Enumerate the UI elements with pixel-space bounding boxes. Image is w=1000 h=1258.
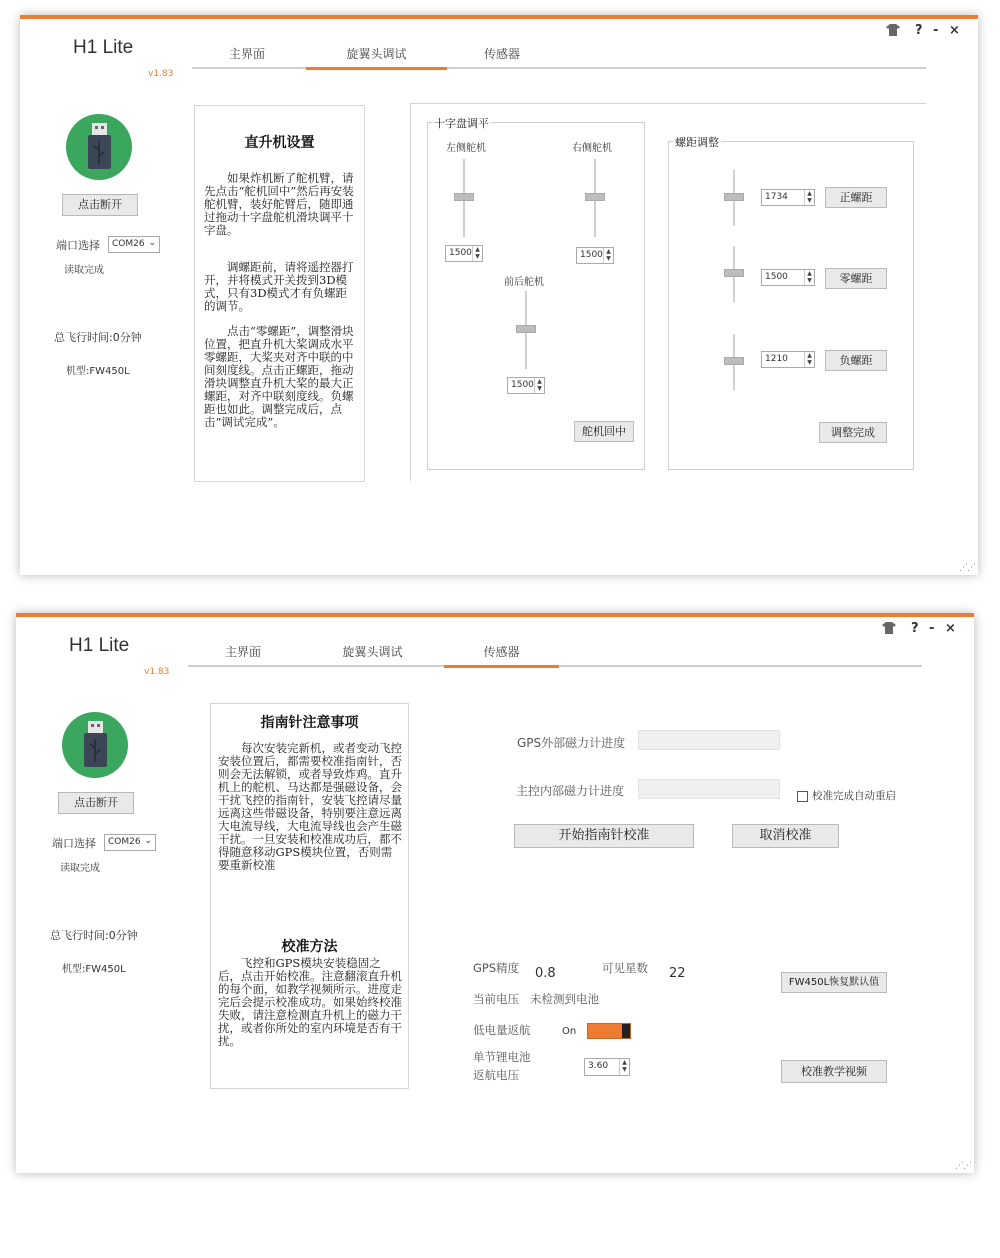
swashplate-group-title: 十字盘调平: [434, 117, 489, 130]
gps-mag-progress-bar: [638, 730, 780, 750]
rear-servo-spinbox[interactable]: [507, 377, 545, 394]
slider-thumb[interactable]: [724, 357, 744, 365]
spin-arrows-icon[interactable]: ▲ ▼: [603, 248, 613, 263]
read-status: 读取完成: [64, 265, 104, 276]
resize-grip-icon[interactable]: ⋰⋰: [955, 1161, 971, 1171]
spin-arrows-icon[interactable]: ▲ ▼: [804, 352, 814, 367]
tab-main[interactable]: 主界面: [228, 47, 265, 61]
main-mag-progress-bar: [638, 779, 780, 799]
instruction-paragraph-2: 调螺距前，请将遥控器打开，并将模式开关拨到3D模式，只有3D模式才有负螺距的调节。: [204, 260, 354, 313]
app-window-rotor-tuning: [20, 15, 978, 575]
return-voltage-spinbox[interactable]: [584, 1058, 630, 1076]
start-calibration-button[interactable]: 开始指南针校准: [514, 824, 694, 848]
rear-servo-label: 前后舵机: [504, 277, 544, 288]
resize-grip-icon[interactable]: ⋰⋰: [959, 563, 975, 573]
tab-rotor-tuning[interactable]: 旋翼头调试: [342, 645, 403, 659]
right-servo-label: 右侧舵机: [572, 143, 612, 154]
slider-thumb[interactable]: [516, 325, 536, 333]
help-button[interactable]: ?: [915, 23, 923, 38]
left-servo-value: 1500: [449, 248, 472, 258]
left-servo-spinbox[interactable]: [445, 245, 483, 262]
model-label: 机型:FW450L: [66, 366, 130, 377]
app-title: H1 Lite: [73, 37, 134, 58]
calibration-method-text: 飞控和GPS模块安装稳固之后，点击开始校准。注意翻滚直升机的每个面，如教学视频所示。进度走完后会提示校准成功。如果始终校准失败，请注意检测直升机上的磁力干扰，或者你所处的室内环境是否有干扰。: [218, 956, 402, 1048]
voltage-label: 当前电压: [473, 992, 519, 1006]
left-servo-label: 左侧舵机: [446, 143, 486, 154]
toggle-knob: [622, 1024, 630, 1038]
negative-pitch-spinbox[interactable]: [761, 351, 815, 368]
cancel-calibration-button[interactable]: 取消校准: [732, 824, 839, 848]
close-button[interactable]: ×: [949, 23, 960, 38]
gps-accuracy-value: 0.8: [535, 966, 556, 981]
chevron-down-icon: ⌄: [144, 836, 152, 846]
port-select-value: COM26: [108, 837, 141, 847]
usb-avatar: [66, 114, 132, 180]
shirt-icon[interactable]: [882, 622, 896, 638]
shirt-icon[interactable]: [886, 24, 900, 40]
help-button[interactable]: ?: [911, 621, 919, 636]
pitch-group: [668, 136, 914, 470]
calibration-video-button[interactable]: 校准教学视频: [781, 1060, 887, 1083]
compass-instructions-panel: [210, 703, 409, 1089]
return-voltage-value: 3.60: [588, 1061, 609, 1071]
low-battery-return-label: 低电量返航: [473, 1023, 531, 1037]
instruction-paragraph-1: 如果炸机断了舵机臂，请先点击“舵机回中”然后再安装舵机臂，装好舵臂后，随即通过拖动十字盘舵机滑块调平十字盘。: [204, 171, 354, 237]
spin-arrows-icon[interactable]: ▲ ▼: [472, 246, 482, 261]
negative-pitch-value: 1210: [765, 354, 788, 364]
flight-time: 总飞行时间:0分钟: [54, 331, 142, 344]
chevron-down-icon: ⌄: [148, 238, 156, 248]
tab-sensor[interactable]: 传感器: [444, 643, 559, 668]
spin-arrows-icon[interactable]: ▲ ▼: [534, 378, 544, 393]
slider-thumb[interactable]: [724, 193, 744, 201]
read-status: 读取完成: [60, 863, 100, 874]
center-servo-button[interactable]: 舵机回中: [574, 421, 634, 442]
right-servo-value: 1500: [580, 250, 603, 260]
low-battery-toggle[interactable]: [587, 1023, 631, 1039]
right-servo-slider[interactable]: [585, 159, 605, 237]
tab-bar: [188, 643, 922, 667]
positive-pitch-button[interactable]: 正螺距: [825, 187, 887, 208]
app-title: H1 Lite: [69, 635, 130, 656]
instruction-paragraph-3: 点击“零螺距”，调整滑块位置，把直升机大桨调成水平零螺距，大桨夹对齐中联的中间刻度线。点击正螺距，拖动滑块调整直升机大桨的最大正螺距，对齐中联刻度线。负螺距也如此。调整完成后，点击“调试完成”。: [204, 324, 354, 429]
gps-mag-progress-label: GPS外部磁力计进度: [517, 736, 626, 750]
usb-icon: [66, 114, 132, 180]
positive-pitch-value: 1734: [765, 192, 788, 202]
toggle-state-label: On: [562, 1026, 577, 1037]
slider-thumb[interactable]: [585, 193, 605, 201]
compass-notes-text: 每次安装完新机，或者变动飞控安装位置后，都需要校准指南针，否则会无法解锁，或者导致炸鸡。直升机上的舵机、马达都是强磁设备，会干扰飞控的指南针，安装飞控请尽量远离这些带磁设备，特别要注意远离大电流导线，大电流导线也会产生磁干扰。一旦安装和校准成功后，都不得随意移动GPS模块位置，否则需要重新校准: [218, 741, 402, 872]
spin-arrows-icon[interactable]: ▲ ▼: [619, 1059, 629, 1075]
tab-main[interactable]: 主界面: [224, 645, 261, 659]
satellites-label: 可见星数: [602, 961, 648, 975]
version-label: v1.83: [148, 69, 174, 79]
model-label: 机型:FW450L: [62, 964, 126, 975]
positive-pitch-spinbox[interactable]: [761, 189, 815, 206]
port-select-value: COM26: [112, 239, 145, 249]
gps-accuracy-label: GPS精度: [473, 961, 520, 975]
accent-bar: [16, 613, 974, 617]
restore-defaults-button[interactable]: FW450L恢复默认值: [781, 972, 887, 993]
port-label: 端口选择: [52, 837, 96, 850]
panel-title: 直升机设置: [244, 135, 315, 151]
usb-icon: [62, 712, 128, 778]
slider-thumb[interactable]: [724, 269, 744, 277]
tab-rotor-tuning[interactable]: 旋翼头调试: [306, 45, 447, 70]
negative-pitch-button[interactable]: 负螺距: [825, 350, 887, 371]
positive-pitch-slider[interactable]: [724, 170, 744, 226]
disconnect-button[interactable]: 点击断开: [62, 194, 138, 216]
swashplate-group: [427, 117, 645, 470]
left-servo-slider[interactable]: [454, 159, 474, 237]
rear-servo-slider[interactable]: [516, 291, 536, 369]
negative-pitch-slider[interactable]: [724, 334, 744, 390]
satellites-value: 22: [669, 966, 686, 981]
slider-thumb[interactable]: [454, 193, 474, 201]
auto-restart-checkbox[interactable]: [797, 791, 808, 802]
version-label: v1.83: [144, 667, 170, 677]
minimize-button[interactable]: -: [933, 23, 939, 38]
close-button[interactable]: ×: [945, 621, 956, 636]
port-select[interactable]: [104, 834, 156, 851]
zero-pitch-slider[interactable]: [724, 246, 744, 302]
auto-restart-label: 校准完成自动重启: [812, 790, 896, 802]
zero-pitch-value: 1500: [765, 272, 788, 282]
pitch-group-title: 螺距调整: [675, 136, 719, 149]
cell-voltage-label-1: 单节锂电池: [473, 1050, 531, 1064]
instructions-panel: [194, 105, 365, 482]
rear-servo-value: 1500: [511, 380, 534, 390]
app-window-sensor: [16, 613, 974, 1173]
zero-pitch-spinbox[interactable]: [761, 269, 815, 286]
compass-notes-title: 指南针注意事项: [260, 715, 359, 731]
tab-bar: [192, 45, 926, 69]
cell-voltage-label-2: 返航电压: [473, 1068, 519, 1082]
spin-arrows-icon[interactable]: ▲ ▼: [804, 270, 814, 285]
disconnect-button[interactable]: 点击断开: [58, 792, 134, 814]
pitch-done-button[interactable]: 调整完成: [819, 422, 887, 443]
tab-sensor[interactable]: 传感器: [483, 47, 520, 61]
calibration-method-title: 校准方法: [281, 939, 338, 955]
zero-pitch-button[interactable]: 零螺距: [825, 268, 887, 289]
port-label: 端口选择: [56, 239, 100, 252]
usb-avatar: [62, 712, 128, 778]
accent-bar: [20, 15, 978, 19]
port-select[interactable]: [108, 236, 160, 253]
voltage-value: 未检测到电池: [530, 992, 599, 1006]
spin-arrows-icon[interactable]: ▲ ▼: [804, 190, 814, 205]
main-mag-progress-label: 主控内部磁力计进度: [516, 784, 625, 798]
minimize-button[interactable]: -: [929, 621, 935, 636]
flight-time: 总飞行时间:0分钟: [50, 929, 138, 942]
right-servo-spinbox[interactable]: [576, 247, 614, 264]
